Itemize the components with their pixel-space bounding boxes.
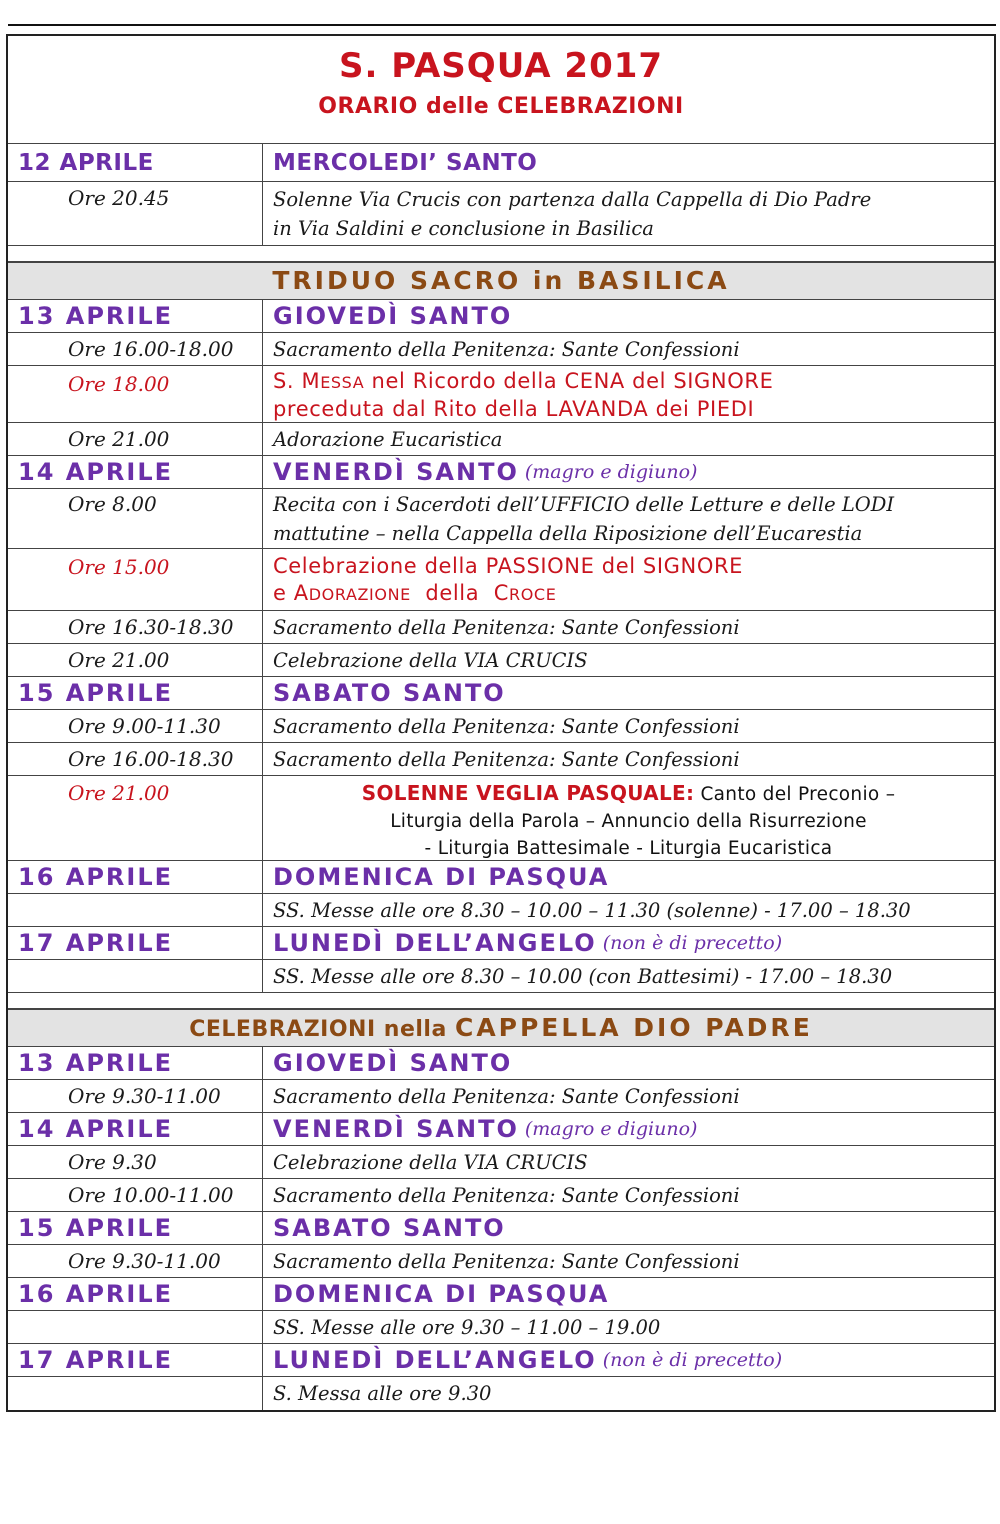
day-label: LUNEDÌ DELL’ANGELO [273,1346,597,1374]
day-row [8,1344,994,1377]
event-row [8,1377,994,1410]
day-row [8,300,994,333]
day-label: GIOVEDÌ SANTO [273,1049,513,1077]
event-row [8,894,994,927]
spacer [8,993,994,1009]
event-desc: S. MESSA nel Ricordo della CENA del SIGNORE [273,369,774,393]
event-desc: Sacramento della Penitenza: Sante Confessioni [273,615,740,639]
event-desc: - Liturgia Battesimale - Liturgia Eucaristica [424,838,833,859]
time-label: Ore 20.45 [68,186,170,210]
time-label: Ore 9.00-11.30 [68,714,221,738]
event-row [8,644,994,677]
event-desc: Celebrazione della VIA CRUCIS [273,648,588,672]
event-desc: preceduta dal Rito della LAVANDA dei PIEDI [273,397,755,421]
date-label: 16 APRILE [18,863,174,891]
day-row [8,927,994,960]
page-title: S. PASQUA 2017 [338,46,664,86]
day-label: LUNEDÌ DELL’ANGELO [273,929,597,957]
event-row [8,1146,994,1179]
time-label: Ore 10.00-11.00 [68,1183,234,1207]
page-subtitle: ORARIO delle CELEBRAZIONI [318,94,684,119]
time-label: Ore 9.30 [68,1150,157,1174]
time-label: Ore 21.00 [68,781,170,805]
event-row [8,1311,994,1344]
event-row [8,549,994,611]
day-row [8,1278,994,1311]
event-desc: S. Messa alle ore 9.30 [273,1382,492,1405]
day-row [8,1113,994,1146]
event-desc: Sacramento della Penitenza: Sante Confessioni [273,1249,740,1273]
section-header: CELEBRAZIONI nella CAPPELLA DIO PADRE [8,1009,994,1047]
event-desc: Liturgia della Parola – Annuncio della Risurrezione [390,811,867,832]
event-row [8,611,994,644]
day-label: DOMENICA DI PASQUA [273,863,610,891]
event-desc: Sacramento della Penitenza: Sante Confessioni [273,337,740,361]
event-row [8,743,994,776]
day-label: MERCOLEDI’ SANTO [273,149,538,176]
event-row [8,776,994,861]
day-label: SABATO SANTO [273,679,506,707]
day-note: (non è di precetto) [602,932,783,954]
event-desc: Sacramento della Penitenza: Sante Confessioni [273,747,740,771]
day-note: (magro e digiuno) [524,1118,698,1140]
event-desc: SS. Messe alle ore 9.30 – 11.00 – 19.00 [273,1315,661,1339]
time-label: Ore 9.30-11.00 [68,1249,221,1273]
day-row [8,144,994,182]
event-row [8,182,994,246]
event-desc: SS. Messe alle ore 8.30 – 10.00 – 11.30 (solenne) - 17.00 – 18.30 [273,898,911,922]
date-label: 12 APRILE [18,149,154,176]
event-row [8,1245,994,1278]
schedule-table [6,34,996,1412]
date-label: 13 APRILE [18,302,174,330]
event-row [8,1080,994,1113]
date-label: 15 APRILE [18,679,174,707]
time-label: Ore 15.00 [68,555,170,579]
event-desc: SS. Messe alle ore 8.30 – 10.00 (con Battesimi) - 17.00 – 18.30 [273,964,893,988]
day-label: VENERDÌ SANTO [273,1115,519,1143]
time-label: Ore 8.00 [68,492,157,516]
event-row [8,710,994,743]
event-desc: Sacramento della Penitenza: Sante Confessioni [273,1183,740,1207]
day-note: (non è di precetto) [602,1349,783,1371]
day-row [8,861,994,894]
time-label: Ore 21.00 [68,427,170,451]
day-label: VENERDÌ SANTO [273,458,519,486]
time-label: Ore 16.00-18.00 [68,337,234,361]
event-desc: SOLENNE VEGLIA PASQUALE: Canto del Preconio – [361,781,896,805]
date-label: 15 APRILE [18,1214,174,1242]
event-desc: Celebrazione della VIA CRUCIS [273,1150,588,1174]
spacer [8,246,994,262]
time-label: Ore 21.00 [68,648,170,672]
day-row [8,1212,994,1245]
date-label: 17 APRILE [18,929,174,957]
time-label: Ore 9.30-11.00 [68,1084,221,1108]
event-row [8,333,994,366]
day-note: (magro e digiuno) [524,461,698,483]
section-header: TRIDUO SACRO in BASILICA [8,262,994,300]
event-desc: Sacramento della Penitenza: Sante Confessioni [273,714,740,738]
event-row [8,960,994,993]
title-block [8,36,994,144]
date-label: 16 APRILE [18,1280,174,1308]
time-label: Ore 16.00-18.30 [68,747,234,771]
event-desc: e ADORAZIONE della CROCE [273,581,557,605]
date-label: 13 APRILE [18,1049,174,1077]
event-desc: in Via Saldini e conclusione in Basilica [273,217,654,240]
time-label: Ore 16.30-18.30 [68,615,234,639]
day-row [8,677,994,710]
day-label: SABATO SANTO [273,1214,506,1242]
event-desc: Adorazione Eucaristica [273,427,503,451]
event-desc: Sacramento della Penitenza: Sante Confessioni [273,1084,740,1108]
day-label: DOMENICA DI PASQUA [273,1280,610,1308]
day-row [8,456,994,489]
event-desc: Solenne Via Crucis con partenza dalla Cappella di Dio Padre [273,188,872,211]
day-label: GIOVEDÌ SANTO [273,302,513,330]
time-label: Ore 18.00 [68,372,170,396]
date-label: 17 APRILE [18,1346,174,1374]
event-desc: mattutine – nella Cappella della Riposizione dell’Eucarestia [273,522,863,545]
event-row [8,423,994,456]
event-row [8,366,994,423]
event-row [8,489,994,549]
day-row [8,1047,994,1080]
date-label: 14 APRILE [18,458,174,486]
event-desc: Recita con i Sacerdoti dell’UFFICIO delle Letture e delle LODI [273,493,895,516]
event-desc: Celebrazione della PASSIONE del SIGNORE [273,554,744,578]
date-label: 14 APRILE [18,1115,174,1143]
event-row [8,1179,994,1212]
top-rule [8,24,996,26]
